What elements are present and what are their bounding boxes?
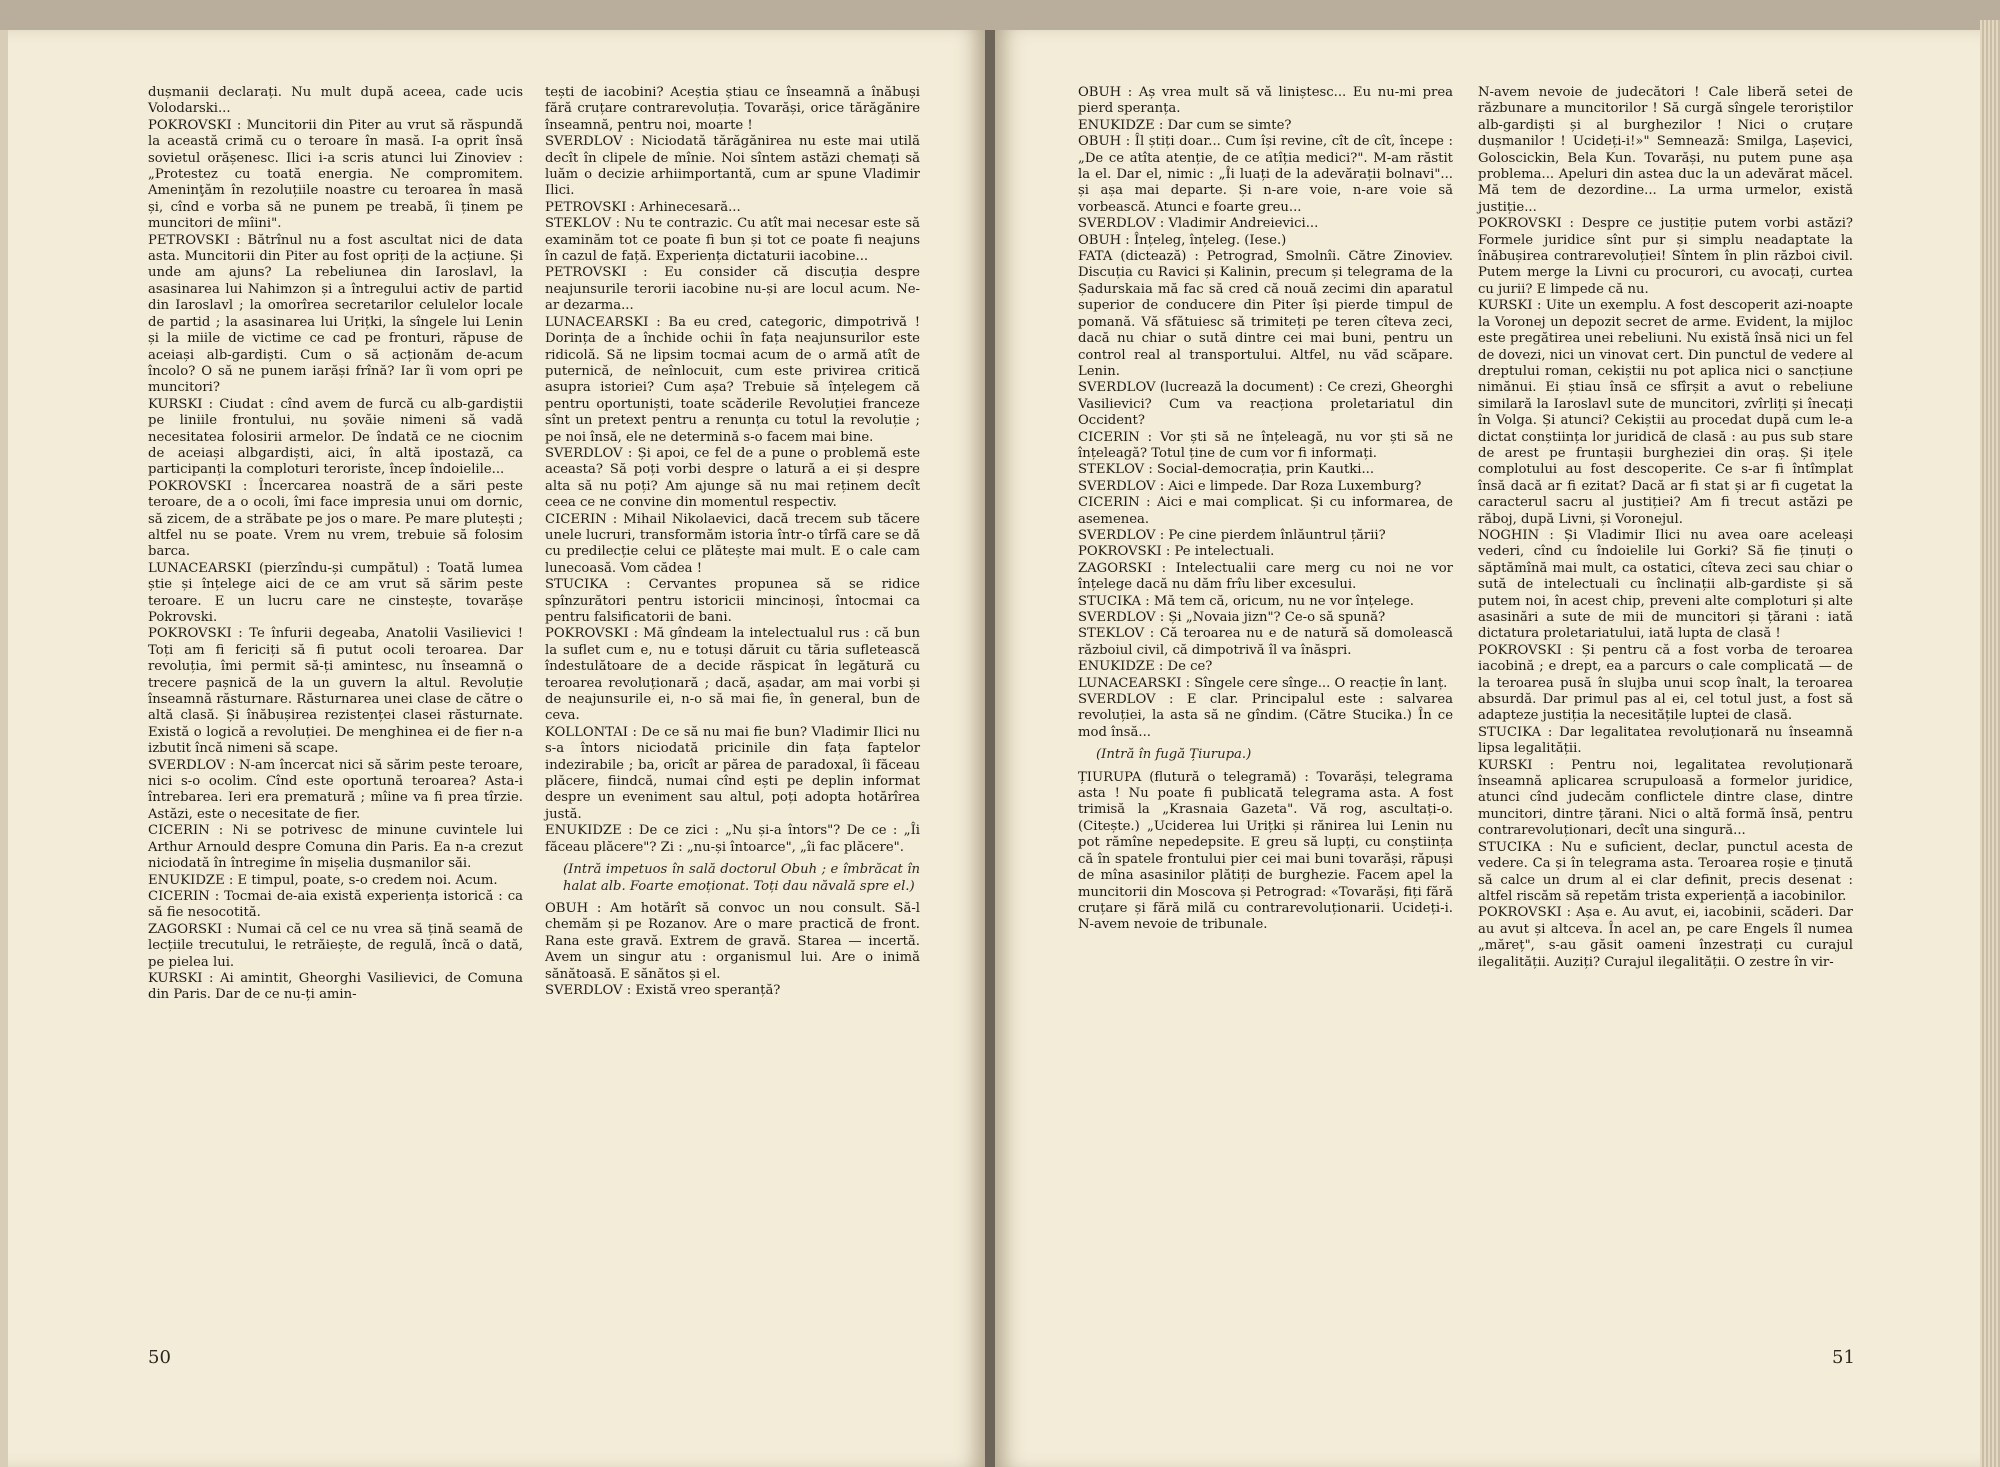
dialogue-paragraph: SVERDLOV : Aici e limpede. Dar Roza Luxemburg? — [1078, 478, 1422, 494]
dialogue-paragraph: NOGHIN : Și Vladimir Ilici nu avea oare aceleași vederi, cînd cu îndoielile lui Gorki? Să fie ținuți o săptămînă mai mult, ca ostatici, cîteva zeci sau chiar o sută de intelectuali cu înclinații alb-gardiste și să putem noi, în acest chip, preveni alte comploturi și alte asasinări a sute de mii de muncitori și țărani : iată dictatura proletariatului, iată lupta de clasă ! — [1478, 527, 1853, 642]
dialogue-paragraph: ȚIURUPA (flutură o telegramă) : Tovarăși, telegrama asta ! Nu poate fi publicată telegrama asta. A fost trimisă la „Krasnaia Gazeta". Vă rog, ascultați-o. (Citește.) „Uciderea lui Urițki și rănirea lui Lenin nu pot rămîne nepedepsite. E greu să lupți, cu conștiința că în spatele frontului pier cei mai buni tovarăși, răpuși de mîna asasinilor plătiți de burghezie. Facem apel la muncitorii din Moscova și Petrograd: «Tovarăși, fiți fără cruțare și fără milă cu contrarevoluționarii. Ucideți-i. N-avem nevoie de tribunale. — [1078, 769, 1453, 933]
dialogue-paragraph: ENUKIDZE : De ce? — [1078, 659, 1213, 675]
dialogue-paragraph: ZAGORSKI : Intelectualii care merg cu noi ne vor înțelege dacă nu dăm frîu liber excesului. — [1078, 560, 1453, 593]
dialogue-paragraph: LUNACEARSKI (pierzîndu-și cumpătul) : Toată lumea știe și înțelege aici de ce am vrut să sărim peste teroare. E un lucru care ne cinstește, tovarășe Pokrovski. — [148, 560, 523, 625]
dialogue-paragraph: ENUKIDZE : De ce zici : „Nu și-a întors"? De ce : „Îi făceau plăcere"? Zi : „nu-și întoarce", „îi fac plăcere". — [545, 823, 920, 855]
dialogue-paragraph: ENUKIDZE : E timpul, poate, s-o credem noi. Acum. — [148, 872, 498, 888]
dialogue-paragraph: SVERDLOV : Există vreo speranță? — [545, 982, 781, 998]
dialogue-paragraph: KURSKI : Ai amintit, Gheorghi Vasilievici, de Comuna din Paris. Dar de ce nu-ți amin- — [148, 970, 523, 1003]
dialogue-paragraph: SVERDLOV : Pe cine pierdem înlăuntrul țării? — [1078, 527, 1386, 543]
dialogue-paragraph: KOLLONTAI : De ce să nu mai fie bun? Vladimir Ilici nu s-a întors niciodată pricinile din fața faptelor indezirabile ; ba, oricît ar părea de paradoxal, îi făceau plăcere, fiindcă, numai cînd ești pe deplin informat despre un eveniment sau altul, poți adopta hotărîrea justă. — [545, 724, 920, 822]
dialogue-paragraph: ZAGORSKI : Numai că cel ce nu vrea să țină seamă de lecțiile trecutului, le retrăiește, de regulă, încă o dată, pe pielea lui. — [148, 921, 523, 970]
dialogue-paragraph: OBUH : Înțeleg, înțeleg. (Iese.) — [1078, 232, 1287, 248]
text-column-4 — [1478, 85, 1853, 971]
dialogue-paragraph: OBUH : Îl știți doar... Cum își revine, cît de cît, începe : „De ce atîta atenție, de ce atîția medici?". M-am răstit la el. Dar el, nimic : „Îi luați de la adevărații bolnavi"... și așa mai departe. Și n-are voie, n-are voie să vorbească. Atunci e foarte greu... — [1078, 134, 1453, 215]
dialogue-paragraph: POKROVSKI : Muncitorii din Piter au vrut să răspundă la această crimă cu o teroare în masă. I-a oprit însă sovietul orășenesc. Ilici i-a scris atunci lui Zinoviev : „Protestez cu toată energia. Ne compromitem. Ameninţăm în rezoluțiile noastre cu teroarea în masă și, cînd e vorba să ne punem pe treabă, îi ținem pe muncitori de mîini". — [148, 117, 523, 232]
dialogue-paragraph: KURSKI : Pentru noi, legalitatea revoluționară înseamnă aplicarea scrupuloasă a formelor juridice, atunci cînd judecăm conflictele dintre clase, dintre muncitori, dintre țărani. Nici o altă formă însă, pentru contrarevoluționari, decît una singură... — [1478, 757, 1853, 839]
dialogue-paragraph: CICERIN : Mihail Nikolaevici, dacă trecem sub tăcere unele lucruri, transformăm istoria într-o tîrfă care se dă cu predilecție celui ce plătește mai mult. E o cale cam lunecoasă. Vom cădea ! — [545, 511, 920, 576]
dialogue-paragraph: N-avem nevoie de judecători ! Cale liberă setei de răzbunare a muncitorilor ! Să curgă sîngele teroriștilor alb-gardiști și al burghezilor ! Nici o cruțare dușmanilor ! Ucideți-i!»" Semnează: Smilga, Lașevici, Goloscickin, Bela Kun. Tovarăși, nu putem pune așa problema... Apeluri din astea duc la un adevărat măcel. Mă tem de dezordine... La urma urmelor, există justiție... — [1478, 85, 1853, 215]
dialogue-paragraph: CICERIN : Tocmai de-aia există experiența istorică : ca să fie nesocotită. — [148, 888, 523, 921]
dialogue-paragraph: STUCIKA : Dar legalitatea revoluționară nu înseamnă lipsa legalității. — [1478, 724, 1853, 757]
page-number-left: 50 — [148, 1347, 171, 1368]
dialogue-paragraph: KURSKI : Uite un exemplu. A fost descoperit azi-noapte la Voronej un depozit secret de arme. Evident, la mijloc este pregătirea unei rebeliuni. Nu există însă nici un fel de dovezi, nici un vinovat cert. Din punctul de vedere al dreptului roman, cekiștii nu pot aplica nici o sancțiune nimănui. Ei știau însă ce sfîrșit a avut o rebeliune similară la Iaroslavl sute de muncitori, zvîrliți și înecați în Volga. Și atunci? Cekiștii au procedat după cum le-a dictat conștiința lor juridică de clasă : au pus sub stare de arest pe fruntașii burgheziei din oraș. Și ițele complotului au fost descoperite. Ce s-ar fi întîmplat însă dacă ar fi ezitat? Dacă ar fi stat și ar fi cugetat la caracterul sacru al justiției? Am fi trecut astăzi pe răboj, după Livni, și Voronejul. — [1478, 298, 1853, 527]
left-page-edge — [0, 30, 8, 1467]
dialogue-paragraph: STUCIKA : Nu e suficient, declar, punctul acesta de vedere. Ca și în telegrama asta. Teroarea roșie e ținută să calce un drum al ei clar definit, precis desenat : altfel riscăm să repetăm trista experiență a iacobinilor. — [1478, 839, 1853, 904]
dialogue-paragraph: STUCIKA : Cervantes propunea să se ridice spînzurători pentru istoricii mincinoși, întocmai ca pentru falsificatorii de bani. — [545, 577, 920, 625]
dialogue-paragraph: SVERDLOV : Vladimir Andreievici... — [1078, 216, 1319, 232]
dialogue-paragraph: POKROVSKI : Încercarea noastră de a sări peste teroare, de a o ocoli, îmi face impresia unui om dornic, să zicem, de a străbate pe jos o mare. Pe mare plutești ; altfel nu se poate. Vrem nu vrem, trebuie să folosim barca. — [148, 478, 523, 560]
dialogue-paragraph: POKROVSKI : Te înfurii degeaba, Anatolii Vasilievici ! Toți am fi fericiți să fi putut ocoli teroarea. Dar revoluția, îmi permit să-ți amintesc, nu înseamnă o trecere pașnică de la un guvern la altul. Revoluție înseamnă răsturnare. Răsturnarea unei clase de către o altă clasă. Și înăbușirea rezistenței clasei răsturnate. Există o logică a revoluției. De menghinea ei de fier n-a izbutit încă nimeni să scape. — [148, 626, 523, 757]
page-number-right: 51 — [1832, 1347, 1855, 1368]
stage-direction: (Intră impetuos în sală doctorul Obuh ; e îmbrăcat în halat alb. Foarte emoționat. Toți dau năvală spre el.) — [563, 862, 920, 894]
dialogue-paragraph: CICERIN : Aici e mai complicat. Și cu informarea, de asemenea. — [1078, 495, 1453, 527]
stage-direction: (Intră în fugă Țiurupa.) — [1096, 747, 1252, 763]
dialogue-paragraph: STUCIKA : Mă tem că, oricum, nu ne vor înțelege. — [1078, 593, 1414, 609]
dialogue-paragraph: ENUKIDZE : Dar cum se simte? — [1078, 117, 1292, 133]
dialogue-paragraph: POKROVSKI : Și pentru că a fost vorba de teroarea iacobină ; e drept, ea a parcurs o cale complicată — de la teroarea pusă în slujba unui scop înalt, la teroarea absurdă. Dar primul pas al ei, cel totul just, a fost să adapteze justiția la necesitățile luptei de clasă. — [1478, 642, 1853, 724]
dialogue-paragraph: OBUH : Am hotărît să convoc un nou consult. Să-l chemăm și pe Rozanov. Are o mare practică de front. Rana este gravă. Extrem de gravă. Starea — incertă. Avem un singur atu : organismul lui. Are o inimă sănătoasă. E sănătos și el. — [545, 900, 920, 982]
dialogue-paragraph: FATA (dictează) : Petrograd, Smolnîi. Către Zinoviev. Discuția cu Ravici și Kalinin, precum și telegrama de la Șadurskaia mă fac să cred că nouă zecimi din aparatul superior de conducere din Piter își pierde timpul de pomană. Vă sfătuiesc să trimiteți pe teren cîteva zeci, dacă nu chiar o sută dintre cei mai buni, pentru un control real al transportului. Altfel, nu văd scăpare. Lenin. — [1078, 249, 1453, 379]
dialogue-paragraph: SVERDLOV : Și „Novaia jizn"? Ce-o să spună? — [1078, 610, 1386, 625]
book-gutter — [985, 30, 995, 1467]
dialogue-paragraph: PETROVSKI : Arhinecesară... — [545, 199, 741, 215]
dialogue-paragraph: KURSKI : Ciudat : cînd avem de furcă cu alb-gardiștii pe liniile frontului, nu șovăie nimeni să vadă necesitatea folosirii armelor. De îndată ce ne ciocnim de aceiași albgardiști, aici, în altă ipostază, ca participanți la comploturi teroriste, încep îndoielile... — [148, 396, 523, 478]
dialogue-paragraph: LUNACEARSKI : Sîngele cere sînge... O reacție în lanț. — [1078, 675, 1448, 691]
dialogue-paragraph: POKROVSKI : Despre ce justiție putem vorbi astăzi? Formele juridice sînt pur și simplu neadaptate la înăbușirea contrarevoluției! Sîntem în plin război civil. Putem merge la Livni cu procurori, cu avocați, curtea cu jurii? E limpede că nu. — [1478, 216, 1853, 297]
text-column-1 — [148, 85, 523, 1004]
dialogue-paragraph: POKROVSKI : Pe intelectuali. — [1078, 544, 1275, 560]
dialogue-paragraph: PETROVSKI : Eu consider că discuția despre neajunsurile terorii iacobine nu-și are locul acum. Ne-ar dezarma... — [545, 265, 920, 314]
text-column-2 — [545, 85, 920, 999]
right-page-stack — [1980, 20, 2000, 1467]
dialogue-paragraph: tești de iacobini? Aceștia știau ce înseamnă a înăbuși fără cruțare contrarevoluția. Tovarăși, orice tărăgănire înseamnă, pentru noi, moarte ! — [545, 85, 920, 133]
dialogue-paragraph: dușmanii declarați. Nu mult după aceea, cade ucis Volodarski... — [148, 85, 523, 117]
dialogue-paragraph: SVERDLOV : Și apoi, ce fel de a pune o problemă este aceasta? Să poți vorbi despre o latură a ei și despre alta să nu poți? Am ajunge să nu mai reținem decît ceea ce ne convine din momentul respectiv. — [545, 445, 920, 511]
dialogue-paragraph: OBUH : Aș vrea mult să vă liniștesc... Eu nu-mi prea pierd speranța. — [1078, 85, 1453, 117]
dialogue-paragraph: STEKLOV : Că teroarea nu e de natură să domolească războiul civil, că dimpotrivă îl va înăspri. — [1078, 626, 1453, 658]
text-column-3 — [1078, 85, 1453, 934]
dialogue-paragraph: POKROVSKI : Mă gîndeam la intelectualul rus : că bun la suflet cum e, nu e totuși dăruit cu tăria sufletească îndestulătoare de a decide răspicat în legătură cu teroarea revoluționară ; dacă, așadar, am mai vorbi și de neajunsurile ei, n-o să mai fie, în general, bun de ceva. — [545, 626, 920, 724]
dialogue-paragraph: POKROVSKI : Așa e. Au avut, ei, iacobinii, scăderi. Dar au avut și altceva. În acel an, pe care Engels îl numea „măreț", s-au găsit oameni înzestrați cu curajul ilegalității. Auziți? Curajul ilegalității. O zestre în vir- — [1478, 905, 1853, 970]
dialogue-paragraph: CICERIN : Ni se potrivesc de minune cuvintele lui Arthur Arnould despre Comuna din Paris. Ea n-a crezut niciodată în întregime în mișelia dușmanilor săi. — [148, 823, 523, 872]
dialogue-paragraph: SVERDLOV : N-am încercat nici să sărim peste teroare, nici s-o ocolim. Cînd este oportună teroarea? Asta-i întrebarea. Ieri era prematură ; mîine va fi prea tîrzie. Astăzi, este o necesitate de fier. — [148, 757, 523, 822]
dialogue-paragraph: PETROVSKI : Bătrînul nu a fost ascultat nici de data asta. Muncitorii din Piter au fost opriți de la acțiune. Și unde am ajuns? La rebeliunea din Iaroslavl, la asasinarea lui Nahimzon și a întregului activ de partid din Iaroslavl ; la omorîrea secretarilor celulelor locale de partid ; la asasinarea lui Urițki, la sîngele lui Lenin și la miile de victime ce cad pe fronturi, răpuse de aceiași alb-gardiști. Cum o să acționăm de-acum încolo? O să ne punem iarăși frînă? Iar îi vom opri pe muncitori? — [148, 232, 523, 396]
dialogue-paragraph: LUNACEARSKI : Ba eu cred, categoric, dimpotrivă ! Dorința de a închide ochii în fața neajunsurilor este ridicolă. Să ne lipsim tocmai acum de o armă atît de puternică, de neînlocuit, cum este privirea critică asupra istoriei? Cum așa? Trebuie să înțelegem că pentru oportuniști, toate scăderile Revoluției franceze sînt un pretext pentru a renunța cu totul la revoluție ; pe noi însă, ele ne determină s-o facem mai bine. — [545, 314, 920, 445]
dialogue-paragraph: STEKLOV : Social-democrația, prin Kautki... — [1078, 462, 1375, 478]
dialogue-paragraph: SVERDLOV : E clar. Principalul este : salvarea revoluției, la asta să ne gîndim. (Către Stucika.) În ce mod însă... — [1078, 692, 1453, 740]
dialogue-paragraph: CICERIN : Vor ști să ne înțeleagă, nu vor ști să ne înțeleagă? Totul ține de cum vor fi informați. — [1078, 429, 1453, 461]
dialogue-paragraph: SVERDLOV (lucrează la document) : Ce crezi, Gheorghi Vasilievici? Cum va reacționa proletariatul din Occident? — [1078, 380, 1453, 429]
dialogue-paragraph: SVERDLOV : Niciodată tărăgănirea nu este mai utilă decît în clipele de mînie. Noi sîntem astăzi chemați să luăm o decizie arhiimportantă, cum ar spune Vladimir Ilici. — [545, 134, 920, 199]
dialogue-paragraph: STEKLOV : Nu te contrazic. Cu atît mai necesar este să examinăm tot ce poate fi bun și tot ce poate fi neajuns în cazul de față. Experiența dictaturii iacobine... — [545, 216, 920, 265]
